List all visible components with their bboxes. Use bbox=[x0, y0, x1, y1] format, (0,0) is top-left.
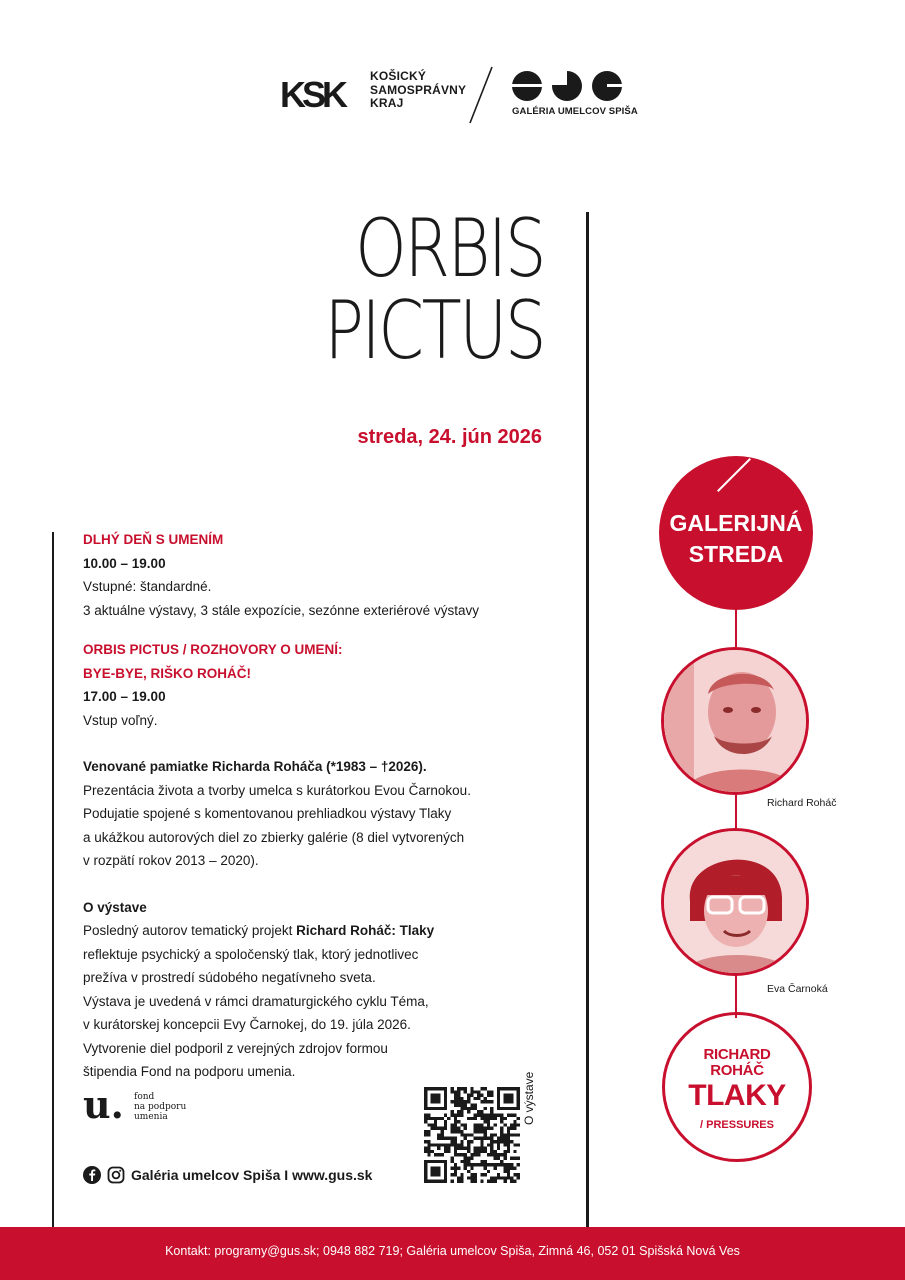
about-heading: O výstave bbox=[83, 899, 147, 915]
social-line bbox=[83, 1166, 372, 1184]
page-title bbox=[303, 202, 544, 377]
left-rule bbox=[52, 532, 54, 1227]
ksk-logo bbox=[280, 74, 364, 114]
event2-heading: BYE-BYE, RIŠKO ROHÁČ! bbox=[83, 665, 252, 681]
galerijna-streda-circle bbox=[659, 456, 813, 610]
memorial-line: Prezentácia života a tvorby umelca s kurátorkou Evou Čarnokou. bbox=[83, 782, 471, 798]
badge-title: TLAKY bbox=[688, 1079, 786, 1112]
slash-mark bbox=[717, 458, 751, 492]
fond-line: umenia bbox=[134, 1112, 168, 1122]
about-line bbox=[83, 919, 563, 943]
memorial-heading: Venované pamiatke Richarda Roháča (*1983 – †2026). bbox=[83, 759, 427, 774]
svg-text:KSK: KSK bbox=[280, 74, 345, 114]
about-line: reflektuje psychický a spoločenský tlak, ktorý jednotlivec bbox=[83, 946, 419, 962]
badge-subtitle: / PRESSURES bbox=[700, 1119, 774, 1131]
fond-logo-mark: u. bbox=[83, 1082, 124, 1127]
event1-note: 3 aktuálne výstavy, 3 stále expozície, sezónne exteriérové výstavy bbox=[83, 602, 479, 618]
portrait-image bbox=[664, 650, 806, 792]
memorial-line: v rozpätí rokov 2013 – 2020). bbox=[83, 853, 259, 868]
qr-code[interactable] bbox=[424, 1087, 520, 1183]
event1-time: 10.00 – 19.00 bbox=[83, 555, 166, 571]
event1-heading: DLHÝ DEŇ S UMENÍM bbox=[83, 532, 224, 547]
gus-name: GALÉRIA UMELCOV SPIŠA bbox=[512, 106, 638, 117]
caption-richard: Richard Roháč bbox=[767, 797, 837, 809]
event1-entry: Vstupné: štandardné. bbox=[83, 579, 212, 594]
caption-eva: Eva Čarnoká bbox=[767, 983, 828, 995]
portrait-eva bbox=[661, 828, 809, 976]
logo-divider bbox=[468, 66, 494, 124]
vertical-divider bbox=[586, 212, 589, 1227]
fond-logo-text bbox=[134, 1092, 186, 1122]
badge-artist-line: ROHÁČ bbox=[710, 1062, 764, 1079]
exhibition-name: Richard Roháč: Tlaky bbox=[296, 923, 435, 938]
title-line: PICTUS bbox=[324, 284, 544, 377]
about-line: Vytvorenie diel podporil z verejných zdrojov formou bbox=[83, 1040, 388, 1056]
fond-line: na podporu bbox=[134, 1102, 187, 1112]
about-line: prežíva v prostredí súdobého negatívneho sveta. bbox=[83, 970, 376, 985]
contact-footer: Kontakt: programy@gus.sk; 0948 882 719; Galéria umelcov Spiša, Zimná 46, 052 01 Spišská Nová Ves bbox=[0, 1227, 905, 1280]
circle-line: GALERIJNÁ bbox=[669, 510, 803, 536]
program-text bbox=[83, 528, 563, 1084]
about-line: v kurátorskej koncepcii Evy Čarnokej, do 19. júla 2026. bbox=[83, 1017, 411, 1032]
ksk-name bbox=[370, 70, 466, 111]
fond-line: fond bbox=[134, 1092, 155, 1102]
circle-line: STREDA bbox=[688, 541, 784, 567]
about-line-prefix: Posledný autorov tematický projekt bbox=[83, 923, 297, 938]
portrait-image bbox=[664, 831, 806, 973]
event2-time: 17.00 – 19.00 bbox=[83, 689, 166, 704]
qr-label: O výstave bbox=[522, 1071, 536, 1125]
portrait-richard bbox=[661, 647, 809, 795]
ksk-name-line: SAMOSPRÁVNY bbox=[370, 82, 467, 97]
instagram-icon[interactable] bbox=[107, 1166, 125, 1184]
about-line: štipendia Fond na podporu umenia. bbox=[83, 1064, 296, 1079]
event2-heading: ORBIS PICTUS / ROZHOVORY O UMENÍ: bbox=[83, 642, 343, 657]
exhibition-badge bbox=[662, 1012, 812, 1162]
ksk-name-line: KRAJ bbox=[370, 96, 404, 110]
event2-entry: Vstup voľný. bbox=[83, 712, 158, 728]
badge-artist-line: RICHARD bbox=[703, 1046, 771, 1063]
website-text[interactable]: Galéria umelcov Spiša I www.gus.sk bbox=[131, 1167, 373, 1183]
memorial-line: a ukážkou autorových diel zo zbierky galérie (8 diel vytvorených bbox=[83, 829, 465, 845]
facebook-icon[interactable] bbox=[83, 1166, 101, 1184]
badge-artist bbox=[665, 1047, 809, 1079]
ksk-name-line: KOŠICKÝ bbox=[370, 69, 427, 83]
gus-logo bbox=[510, 69, 624, 103]
title-line: ORBIS bbox=[355, 202, 544, 295]
about-line: Výstava je uvedená v rámci dramaturgického cyklu Téma, bbox=[83, 993, 429, 1009]
event-date: streda, 24. jún 2026 bbox=[357, 426, 542, 448]
memorial-line: Podujatie spojené s komentovanou prehliadkou výstavy Tlaky bbox=[83, 806, 452, 821]
